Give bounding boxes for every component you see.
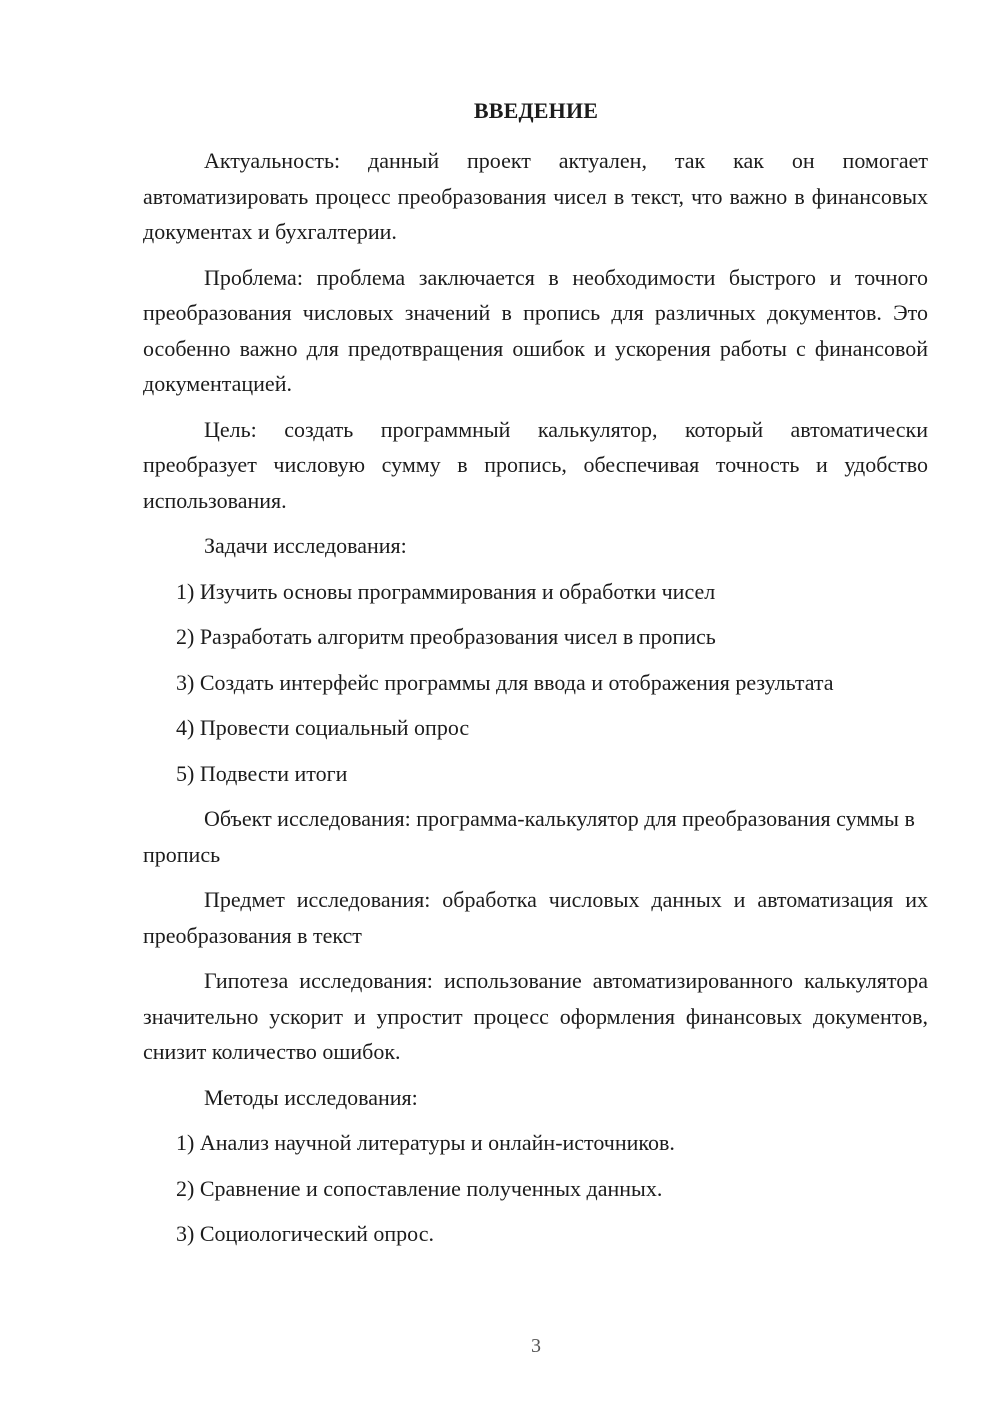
paragraph-subject: Предмет исследования: обработка числовых данных и автоматизация их преобразования в текст (143, 887, 928, 948)
page-number: 3 (531, 1335, 541, 1357)
list-item: 5) Подвести итоги (176, 760, 348, 786)
paragraph-goal: Цель: создать программный калькулятор, который автоматически преобразует числовую сумму в пропись, обеспечивая точность и удобство использования. (143, 416, 928, 513)
list-item: 1) Анализ научной литературы и онлайн-источников. (176, 1130, 675, 1155)
tasks-heading: Задачи исследования: (204, 533, 407, 558)
page-title: ВВЕДЕНИЕ (473, 98, 599, 123)
list-item: 3) Социологический опрос. (176, 1221, 434, 1246)
methods-list (143, 1125, 928, 1252)
document-body (143, 143, 928, 1262)
list-item: 1) Изучить основы программирования и обработки чисел (176, 578, 716, 604)
paragraph-problem: Проблема: проблема заключается в необходимости быстрого и точного преобразования числовых значений в пропись для различных документов. Это особенно важно для предотвращения ошибок и ускорения работы с финансовой документацией. (143, 264, 928, 396)
methods-heading: Методы исследования: (204, 1084, 418, 1110)
paragraph-object: Объект исследования: программа-калькулятор для преобразования суммы в пропись (143, 806, 915, 867)
list-item: 4) Провести социальный опрос (176, 715, 470, 740)
list-item: 2) Сравнение и сопоставление полученных данных. (176, 1175, 663, 1201)
list-item: 3) Создать интерфейс программы для ввода и отображения результата (176, 669, 834, 695)
list-item: 2) Разработать алгоритм преобразования чисел в пропись (176, 624, 716, 649)
tasks-list (143, 574, 928, 792)
paragraph-hypothesis: Гипотеза исследования: использование автоматизированного калькулятора значительно ускорит и упростит процесс оформления финансовых документов, снизит количество ошибок. (143, 968, 928, 1064)
paragraph-relevance: Актуальность: данный проект актуален, так как он помогает автоматизировать процесс преобразования чисел в текст, что важно в финансовых документах и бухгалтерии. (143, 148, 928, 244)
